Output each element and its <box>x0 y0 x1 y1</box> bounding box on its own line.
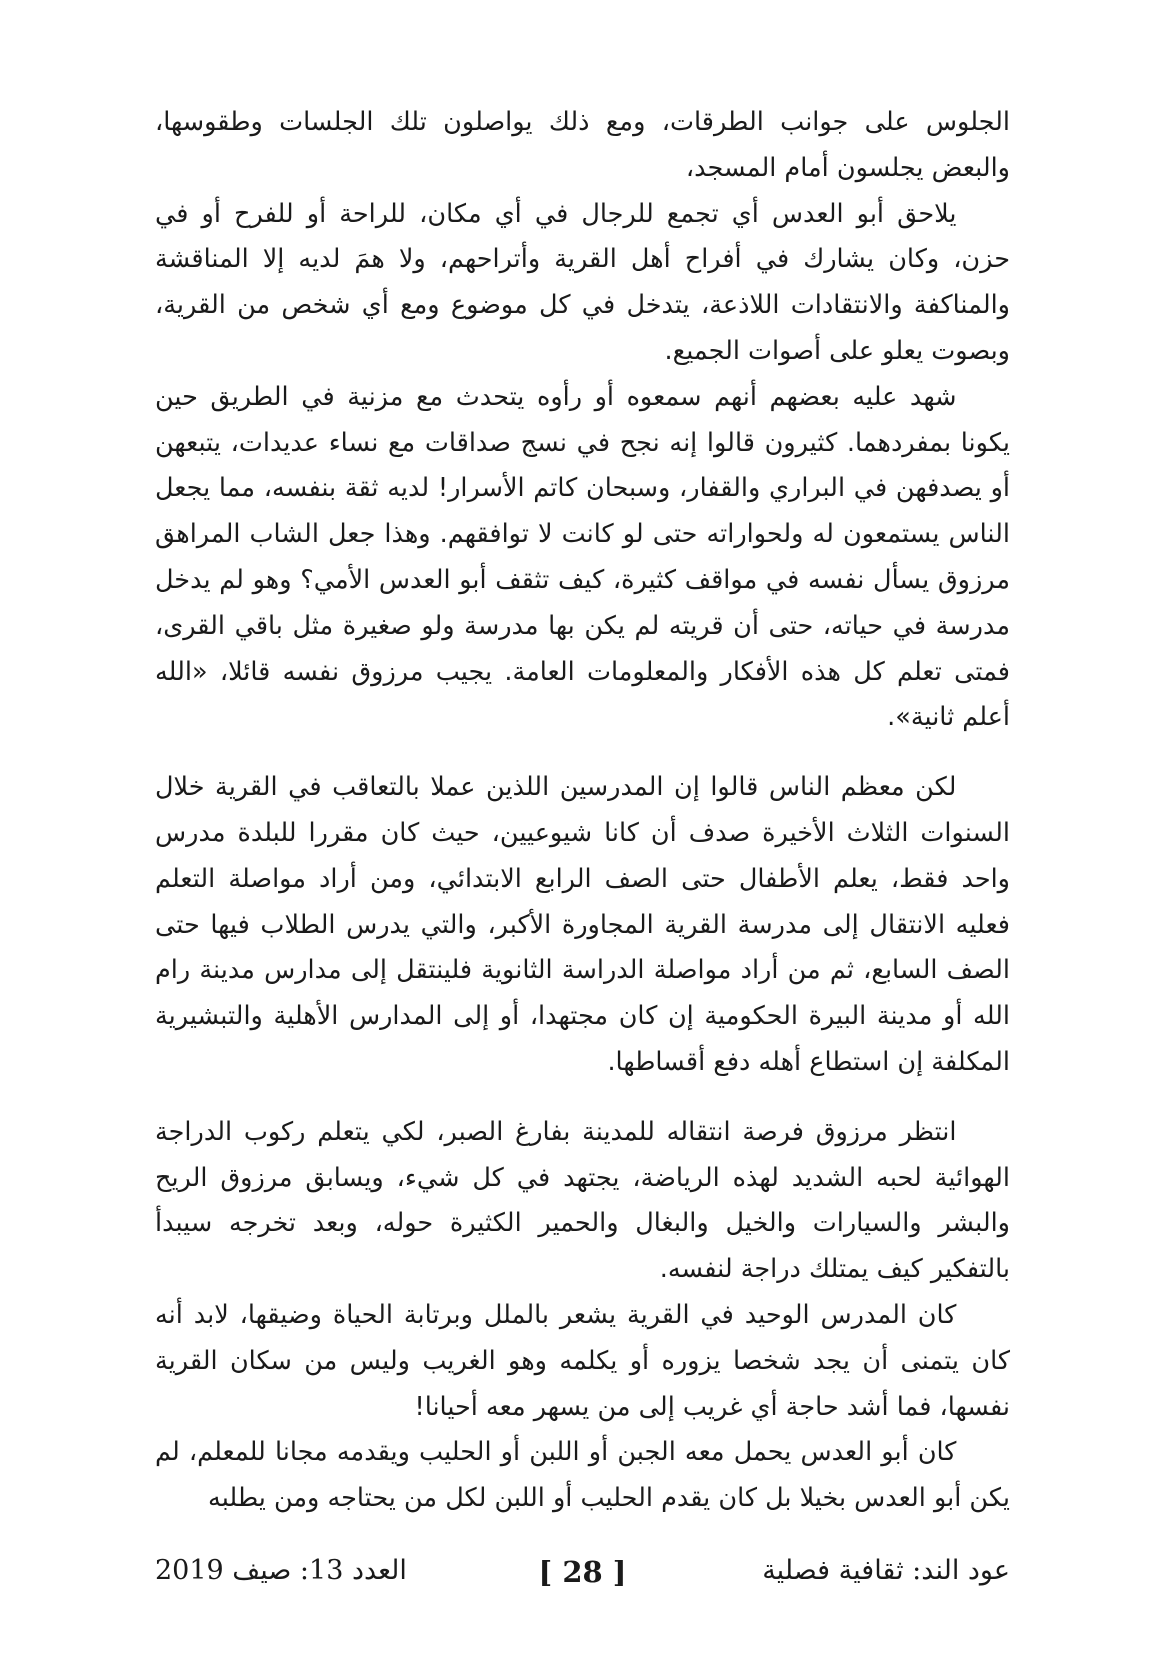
issue-label: العدد 13: صيف 2019 <box>155 1555 407 1586</box>
paragraph-7: كان أبو العدس يحمل معه الجبن أو اللبن أو الحليب ويقدمه مجانا للمعلم، لم يكن أبو العدس بخيلا بل كان يقدم الحليب أو اللبن لكل من يحتاجه ومن يطلبه <box>155 1437 1010 1514</box>
paragraph-5: انتظر مرزوق فرصة انتقاله للمدينة بفارغ الصبر، لكي يتعلم ركوب الدراجة الهوائية لحبه الشديد لهذه الرياضة، يجتهد في كل شيء، ويسابق مرزوق الريح والبشر والسيارات والخيل والبغال والحمير الكثيرة حوله، وبعد تخرجه سيبدأ بالتفكير كيف يمتلك دراجة لنفسه. <box>155 1116 1010 1285</box>
page-number: [ 28 ] <box>538 1555 627 1589</box>
journal-name: عود الند: ثقافية فصلية <box>762 1555 1010 1586</box>
article-body <box>155 100 1010 1522</box>
paragraph-4: لكن معظم الناس قالوا إن المدرسين اللذين عملا بالتعاقب في القرية خلال السنوات الثلاث الأخيرة صدف أن كانا شيوعيين، حيث كان مقررا للبلدة مدرس واحد فقط، يعلم الأطفال حتى الصف الرابع الابتدائي، ومن أراد مواصلة التعلم فعليه الانتقال إلى مدرسة القرية المجاورة الأكبر، والتي يدرس الطلاب فيها حتى الصف السابع، ثم من أراد مواصلة الدراسة الثانوية فلينتقل إلى مدارس مدينة رام الله أو مدينة البيرة الحكومية إن كان مجتهدا، أو إلى المدارس الأهلية والتبشيرية المكلفة إن استطاع أهله دفع أقساطها. <box>155 772 1010 1077</box>
paragraph-1: الجلوس على جوانب الطرقات، ومع ذلك يواصلون تلك الجلسات وطقوسها، والبعض يجلسون أمام المسجد، <box>155 107 1010 183</box>
paragraph-2: يلاحق أبو العدس أي تجمع للرجال في أي مكان، للراحة أو للفرح أو في حزن، وكان يشارك في أفراح أهل القرية وأتراحهم، ولا همَ لديه إلا المناقشة والمناكفة والانتقادات اللاذعة، يتدخل في كل موضوع ومع أي شخص من القرية، وبصوت يعلو على أصوات الجميع. <box>155 198 1010 366</box>
page-footer <box>155 1555 1010 1605</box>
paragraph-6: كان المدرس الوحيد في القرية يشعر بالملل وبرتابة الحياة وضيقها، لابد أنه كان يتمنى أن يجد شخصا يزوره أو يكلمه وهو الغريب وليس من سكان القرية نفسها، فما أشد حاجة أي غريب إلى من يسهر معه أحيانا! <box>155 1299 1010 1422</box>
paragraph-3: شهد عليه بعضهم أنهم سمعوه أو رأوه يتحدث مع مزنية في الطريق حين يكونا بمفردهما. كثيرون قالوا إنه نجح في نسج صداقات مع نساء عديدات، يتبعهن أو يصدفهن في البراري والقفار، وسبحان كاتم الأسرار! لديه ثقة بنفسه، مما يجعل الناس يستمعون له ولحواراته حتى لو كانت لا توافقهم. وهذا جعل الشاب المراهق مرزوق يسأل نفسه في مواقف كثيرة، كيف تثقف أبو العدس الأمي؟ وهو لم يدخل مدرسة في حياته، حتى أن قريته لم يكن بها مدرسة ولو صغيرة مثل باقي القرى، فمتى تعلم كل هذه الأفكار والمعلومات العامة. يجيب مرزوق نفسه قائلا، «الله أعلم ثانية». <box>155 381 1010 733</box>
